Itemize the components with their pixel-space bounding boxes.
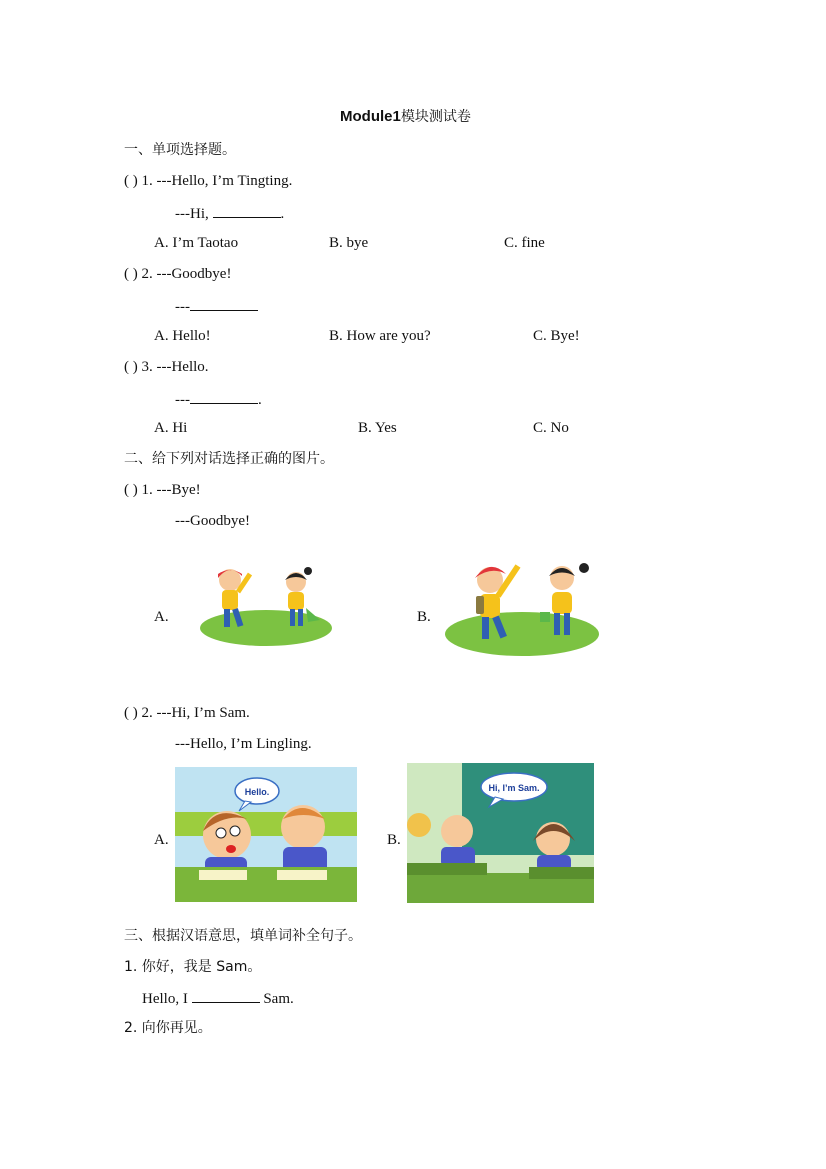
answer-blank[interactable] [213,203,281,218]
kids-waving-picture-b [444,556,600,660]
s2-q1-label-a: A. [154,609,169,625]
answer-blank[interactable] [190,389,258,404]
s3-q1-en-end: Sam. [259,991,294,1007]
page-title [340,108,471,126]
kids-waving-picture-a [198,558,334,650]
s1-q2-option-b: B. How are you? [329,328,431,344]
s1-q3-reply-end: . [258,392,262,408]
s1-q3-reply-start: --- [175,392,190,408]
section2-heading: 二、给下列对话选择正确的图片。 [124,451,334,467]
s1-q1-option-c: C. fine [504,235,545,251]
s2-q2-label-b: B. [387,832,401,848]
s2-q2-reply: ---Hello, I’m Lingling. [175,736,312,752]
s1-q2-reply [175,296,258,316]
s1-q1-reply [175,203,284,223]
s1-q1-reply-start: ---Hi, [175,206,213,222]
classroom-picture-a [175,767,357,902]
s2-q2-label-a: A. [154,832,169,848]
s1-q3-option-a: A. Hi [154,420,188,436]
answer-blank[interactable] [190,296,258,311]
s1-q3-reply [175,389,262,409]
title-module: Module1 [340,108,401,125]
classroom-picture-b [407,763,594,903]
s1-q2-prompt: ( ) 2. ---Goodbye! [124,266,232,282]
s2-q1-label-b: B. [417,609,431,625]
section1-heading: 一、单项选择题。 [124,142,236,158]
s2-q1-prompt: ( ) 1. ---Bye! [124,482,201,498]
s1-q1-option-a: A. I’m Taotao [154,235,239,251]
s3-q1-english [142,988,294,1008]
s3-q1-chinese: 1. 你好，我是 Sam。 [124,959,262,975]
s1-q3-prompt: ( ) 3. ---Hello. [124,359,209,375]
answer-blank[interactable] [192,988,260,1003]
s3-q1-en-start: Hello, I [142,991,192,1007]
s1-q2-option-c: C. Bye! [533,328,580,344]
title-chinese: 模块测试卷 [400,109,471,125]
s1-q1-reply-end: . [280,206,285,222]
s3-q2-chinese: 2. 向你再见。 [124,1020,212,1036]
s2-q1-reply: ---Goodbye! [175,513,250,529]
speech-bubble-a: Hello. [244,787,270,797]
s1-q2-option-a: A. Hello! [154,328,211,344]
section3-heading: 三、根据汉语意思，填单词补全句子。 [124,928,362,944]
s1-q1-prompt: ( ) 1. ---Hello, I’m Tingting. [124,173,293,189]
s1-q2-reply-start: --- [175,299,190,315]
s1-q3-option-c: C. No [533,420,569,436]
speech-bubble-b: Hi, I’m Sam. [488,783,540,793]
s2-q2-prompt: ( ) 2. ---Hi, I’m Sam. [124,705,250,721]
s1-q1-option-b: B. bye [329,235,369,251]
s1-q3-option-b: B. Yes [358,420,397,436]
